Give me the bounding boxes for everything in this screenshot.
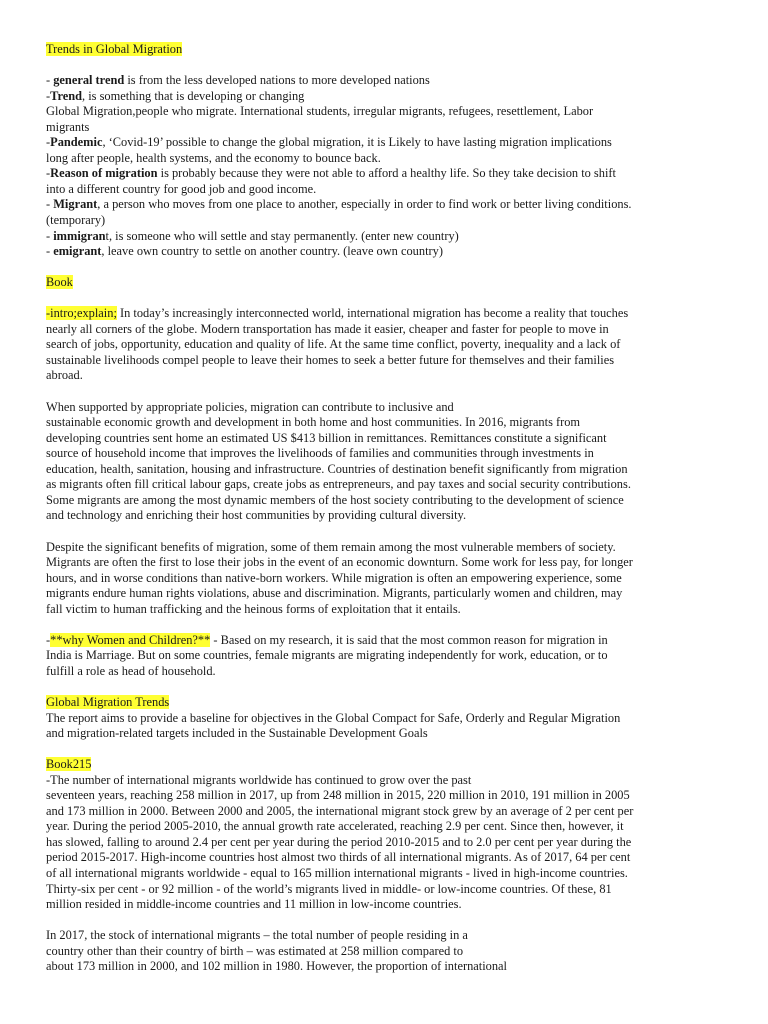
paragraph-line: country other than their country of birth – was estimated at 258 million compared to — [46, 943, 464, 958]
spacer — [46, 617, 726, 633]
definition-line: -Pandemic, ‘Covid-19’ possible to change the global migration, it is Likely to have lasting migration implications — [46, 135, 612, 150]
highlight: Book — [46, 275, 73, 290]
paragraph-line: -**why Women and Children?** - Based on my research, it is said that the most common reason for migration in — [46, 632, 608, 647]
definition-line: - general trend is from the less developed nations to more developed nations — [46, 73, 430, 88]
paragraph-line: sustainable livelihoods compel people to leave their homes to seek a better future for themselves and their families — [46, 352, 615, 367]
paragraph-line: period 2015-2017. High-income countries host almost two thirds of all international migrants. As of 2017, 64 per cent — [46, 850, 631, 865]
why-paragraph — [46, 633, 726, 680]
definition-line: -Reason of migration is probably because they were not able to afford a healthy life. So they take decision to shift — [46, 166, 616, 181]
spacer — [46, 291, 726, 307]
paragraph-line: search of jobs, opportunity, education and quality of life. At the same time conflict, poverty, inequality and a lack of — [46, 337, 621, 352]
definition-line: into a different country for good job and good income. — [46, 181, 317, 196]
term: Trend — [50, 88, 83, 103]
definitions-block — [46, 73, 726, 260]
paragraph-line: Some migrants are among the most dynamic members of the host society contributing to the development of science — [46, 492, 624, 507]
paragraph-line: fall victim to human trafficking and the heinous forms of exploitation that it entails. — [46, 601, 461, 616]
term: immigran — [53, 228, 106, 243]
paragraph-line: year. During the period 2005-2010, the annual growth rate accelerated, reaching 2.9 per cent. Since then, however, it — [46, 819, 624, 834]
spacer — [46, 384, 726, 400]
paragraph-line: -The number of international migrants worldwide has continued to grow over the past — [46, 772, 472, 787]
definition-line: - Migrant, a person who moves from one place to another, especially in order to find work or better living conditions. — [46, 197, 632, 212]
paragraph-line: million resided in middle-income countries and 11 million in low-income countries. — [46, 897, 462, 912]
paragraph-line: -intro;explain; In today’s increasingly interconnected world, international migration has become a reality that touches — [46, 306, 629, 321]
paragraph-line: When supported by appropriate policies, migration can contribute to inclusive and — [46, 399, 454, 414]
spacer — [46, 742, 726, 758]
definition-line: long after people, health systems, and the economy to bounce back. — [46, 150, 381, 165]
heading-book — [46, 275, 726, 291]
intro-paragraph — [46, 306, 726, 384]
why-label: **why Women and Children?** — [50, 632, 211, 647]
heading-trends — [46, 42, 726, 58]
term: emigrant — [53, 244, 102, 259]
heading-book215 — [46, 757, 726, 773]
term: Migrant — [53, 197, 98, 212]
spacer — [46, 913, 726, 929]
spacer — [46, 679, 726, 695]
paragraph-line: and technology and enriching their host communities by providing cultural diversity. — [46, 508, 467, 523]
report-paragraph — [46, 711, 726, 742]
stock-paragraph — [46, 928, 726, 975]
document-page — [46, 42, 726, 975]
intro-label: -intro;explain; — [46, 306, 117, 321]
paragraph-line: sustainable economic growth and development in both home and host communities. In 2016, migrants from — [46, 415, 581, 430]
spacer — [46, 524, 726, 540]
definition-line: - emigrant, leave own country to settle on another country. (leave own country) — [46, 244, 443, 259]
definition-line: -Trend, is something that is developing or changing — [46, 88, 305, 103]
paragraph-line: as migrants often fill critical labour gaps, create jobs as entrepreneurs, and pay taxes and social security contributions. — [46, 477, 631, 492]
highlight: Global Migration Trends — [46, 694, 170, 709]
definition-line: Global Migration,people who migrate. International students, irregular migrants, refugees, resettlement, Labor — [46, 104, 594, 119]
paragraph-line: of all international migrants worldwide - equal to 165 million international migrants - lived in high-income countries. — [46, 865, 628, 880]
definition-line: (temporary) — [46, 213, 106, 228]
paragraph-line: abroad. — [46, 368, 83, 383]
term: Reason of migration — [50, 166, 158, 181]
definition-line: migrants — [46, 119, 90, 134]
heading-global-migration-trends — [46, 695, 726, 711]
definition-line: - immigrant, is someone who will settle and stay permanently. (enter new country) — [46, 228, 459, 243]
paragraph-line: Thirty-six per cent - or 92 million - of the world’s migrants lived in middle- or low-income countries. Of these, 81 — [46, 881, 612, 896]
paragraph-line: The report aims to provide a baseline for objectives in the Global Compact for Safe, Orderly and Regular Migration — [46, 710, 621, 725]
paragraph-line: nearly all corners of the globe. Modern transportation has made it easier, cheaper and faster for people to move in — [46, 321, 609, 336]
paragraph-line: India is Marriage. But on some countries, female migrants are migrating independently for work, education, or to — [46, 648, 608, 663]
highlight: Book215 — [46, 757, 92, 772]
term: general trend — [53, 73, 125, 88]
paragraph-line: migrants endure human rights violations, abuse and discrimination. Migrants, particularly women and children, may — [46, 586, 623, 601]
paragraph-line: Migrants are often the first to lose their jobs in the event of an economic downturn. Some work for less pay, for longer — [46, 555, 633, 570]
despite-paragraph — [46, 540, 726, 618]
paragraph-line: and 173 million in 2000. Between 2000 and 2005, the international migrant stock grew by an average of 2 per cent per — [46, 803, 634, 818]
paragraph-line: education, health, sanitation, housing and infrastructure. Countries of destination benefit significantly from migration — [46, 461, 628, 476]
numbers-paragraph — [46, 773, 726, 913]
spacer — [46, 58, 726, 74]
paragraph-line: about 173 million in 2000, and 102 million in 1980. However, the proportion of international — [46, 959, 507, 974]
paragraph-line: source of household income that improves the livelihoods of families and communities through investments in — [46, 446, 594, 461]
paragraph-line: developing countries sent home an estimated US $413 billion in remittances. Remittances constitute a significant — [46, 430, 607, 445]
paragraph-line: Despite the significant benefits of migration, some of them remain among the most vulnerable members of society. — [46, 539, 616, 554]
spacer — [46, 260, 726, 276]
supported-paragraph — [46, 400, 726, 524]
term: Pandemic — [50, 135, 103, 150]
paragraph-line: fulfill a role as head of household. — [46, 663, 216, 678]
paragraph-line: has slowed, falling to around 2.4 per cent per year during the period 2010-2015 and to 2.0 per cent per year during the — [46, 834, 632, 849]
highlight: Trends in Global Migration — [46, 42, 183, 56]
paragraph-line: In 2017, the stock of international migrants – the total number of people residing in a — [46, 928, 468, 943]
paragraph-line: seventeen years, reaching 258 million in 2017, up from 248 million in 2015, 220 million in 2010, 191 million in 2005 — [46, 788, 630, 803]
paragraph-line: hours, and in worse conditions than native-born workers. While migration is often an empowering experience, some — [46, 570, 622, 585]
paragraph-line: and migration-related targets included in the Sustainable Development Goals — [46, 726, 428, 741]
